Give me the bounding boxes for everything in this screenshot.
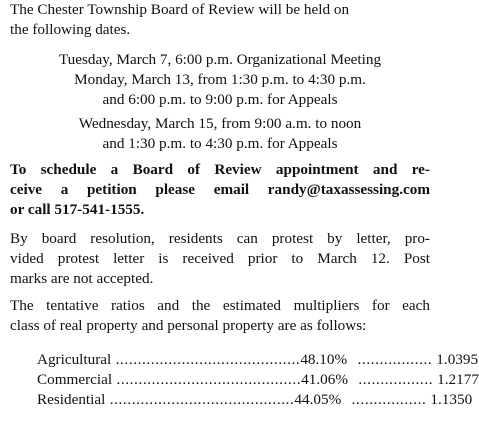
ratio-value: 41.06% bbox=[301, 371, 348, 388]
date-line: and 6:00 p.m. to 9:00 p.m. for Appeals bbox=[102, 91, 338, 108]
meeting-dates bbox=[10, 50, 430, 154]
property-class: Commercial bbox=[37, 371, 113, 388]
date-line: and 1:30 p.m. to 4:30 p.m. for Appeals bbox=[102, 135, 338, 152]
leader-dots: ................. bbox=[347, 391, 427, 408]
date-line: Wednesday, March 15, from 9:00 a.m. to noon bbox=[78, 115, 362, 132]
intro-line: The Chester Township Board of Review will be held on bbox=[10, 1, 350, 18]
property-class: Agricultural bbox=[37, 351, 112, 368]
ratio-value: 48.10% bbox=[300, 351, 348, 368]
leader-dots: .......................................... bbox=[105, 391, 295, 408]
property-class: Residential bbox=[37, 391, 106, 408]
appointment-paragraph bbox=[10, 160, 430, 220]
appointment-line: ceive a petition please email randy@taxassessing.com bbox=[10, 181, 430, 198]
ratio-value: 44.05% bbox=[294, 391, 342, 408]
multiplier-value: 1.1350 bbox=[430, 391, 473, 408]
date-block bbox=[10, 114, 430, 154]
appointment-line: or call 517-541-1555. bbox=[10, 201, 145, 218]
ratio-row bbox=[37, 390, 473, 410]
leader-dots: ................. bbox=[353, 371, 434, 388]
intro-paragraph bbox=[10, 0, 430, 40]
resolution-line: marks are not accepted. bbox=[10, 270, 154, 287]
ratio-row bbox=[37, 370, 479, 390]
resolution-paragraph bbox=[10, 229, 430, 289]
date-block bbox=[10, 50, 430, 110]
date-line: Tuesday, March 7, 6:00 p.m. Organizational Meeting bbox=[58, 51, 382, 68]
resolution-line: By board resolution, residents can protest by letter, pro- bbox=[10, 230, 430, 247]
ratios-intro-line: The tentative ratios and the estimated multipliers for each bbox=[10, 297, 430, 314]
ratios-table bbox=[37, 350, 479, 410]
appointment-line: To schedule a Board of Review appointment and re- bbox=[10, 161, 430, 178]
ratios-intro-line: class of real property and personal property are as follows: bbox=[10, 317, 367, 334]
leader-dots: ................. bbox=[353, 351, 433, 368]
multiplier-value: 1.2177 bbox=[437, 371, 479, 388]
multiplier-value: 1.0395 bbox=[436, 351, 479, 368]
leader-dots: .......................................... bbox=[112, 371, 302, 388]
board-of-review-notice bbox=[10, 0, 479, 410]
intro-line: the following dates. bbox=[10, 21, 131, 38]
ratios-intro-paragraph bbox=[10, 296, 430, 336]
ratio-row bbox=[37, 350, 479, 370]
leader-dots: .......................................... bbox=[111, 351, 301, 368]
date-line: Monday, March 13, from 1:30 p.m. to 4:30 p.m. bbox=[74, 71, 366, 88]
resolution-line: vided protest letter is received prior to March 12. Post bbox=[10, 250, 430, 267]
